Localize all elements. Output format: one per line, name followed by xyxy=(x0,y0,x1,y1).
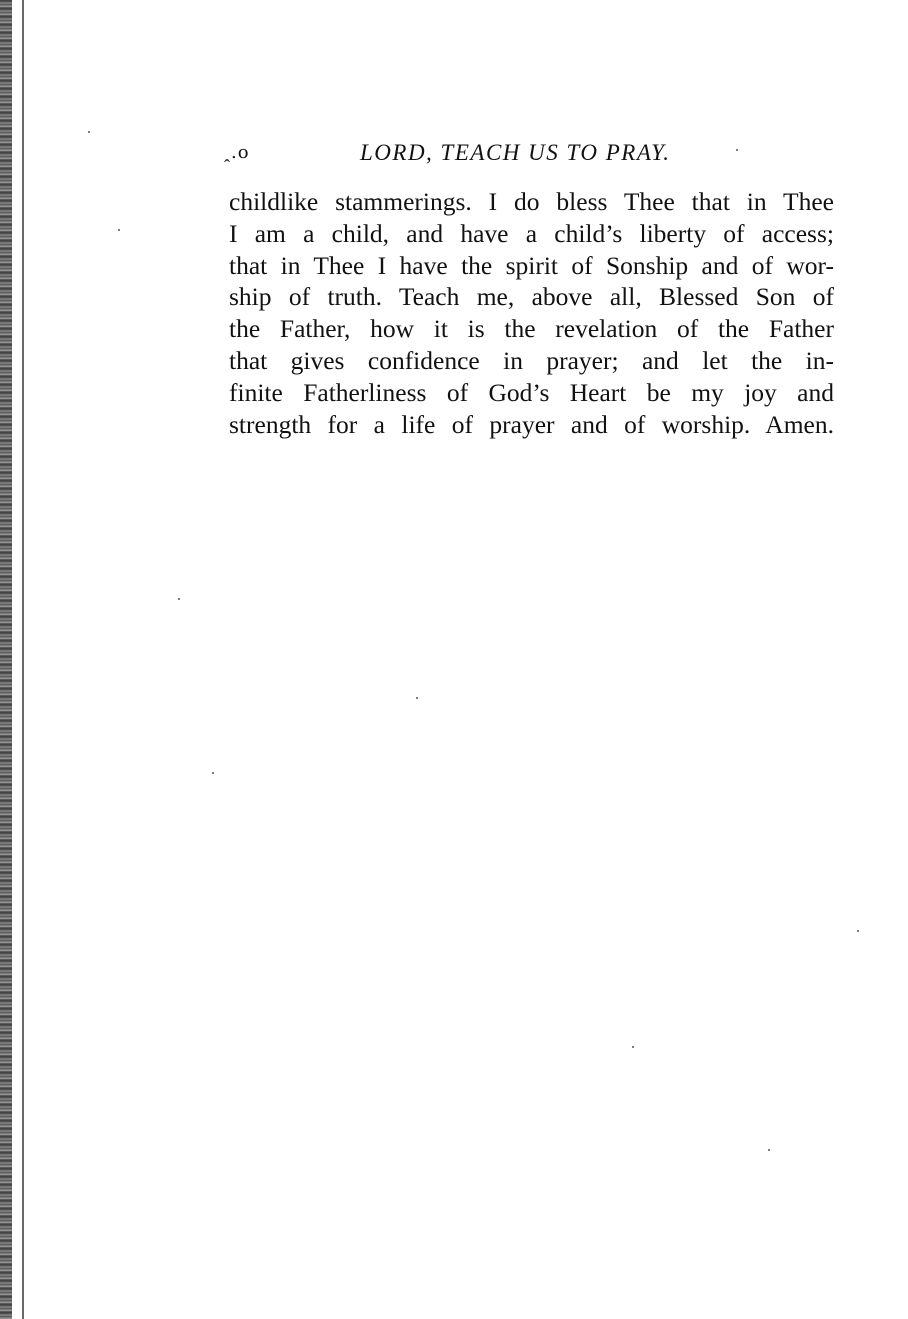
text-line: finite Fatherliness of God’s Heart be my joy and xyxy=(229,377,834,407)
scan-speck xyxy=(857,930,859,932)
scan-speck xyxy=(212,772,214,774)
binding-edge xyxy=(0,0,12,1319)
running-title: LORD, TEACH US TO PRAY. xyxy=(360,140,671,165)
scan-speck xyxy=(632,1046,634,1048)
text-line: I am a child, and have a child’s liberty of access; xyxy=(229,218,834,248)
text-line: that gives confidence in prayer; and let the in- xyxy=(229,345,834,375)
text-line: that in Thee I have the spirit of Sonship and of wor- xyxy=(229,250,834,280)
scan-speck xyxy=(178,598,180,600)
scan-speck xyxy=(118,229,120,231)
scan-speck xyxy=(736,149,738,151)
scan-speck xyxy=(768,1149,770,1151)
text-line: the Father, how it is the revelation of the Father xyxy=(229,314,834,344)
body-paragraph xyxy=(229,186,834,440)
text-line: strength for a life of prayer and of worship. Amen. xyxy=(229,409,834,439)
page-number: ꞈ.o xyxy=(224,142,250,163)
scan-speck xyxy=(416,697,418,699)
running-head xyxy=(222,138,832,168)
text-line: ship of truth. Teach me, above all, Blessed Son of xyxy=(229,282,834,312)
text-line: childlike stammerings. I do bless Thee that in Thee xyxy=(229,187,834,216)
binding-line xyxy=(22,0,24,1319)
scan-speck xyxy=(88,131,90,133)
